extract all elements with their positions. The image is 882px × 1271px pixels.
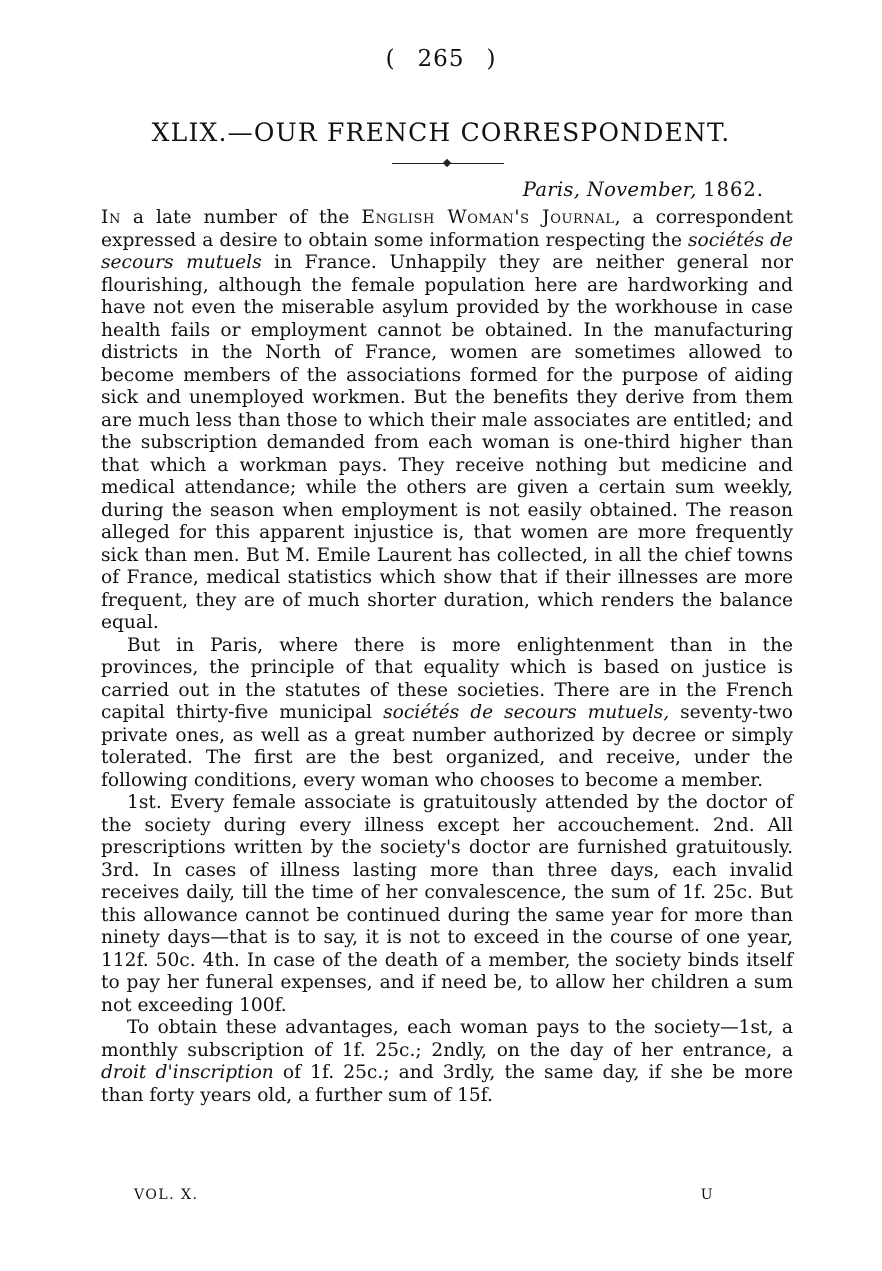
drop-cap-word: In <box>101 207 121 228</box>
p4-text-a: To obtain these advantages, each woman pays to the society—1st, a monthly subscription of 1f. 25c.; 2ndly, on the day of her entrance, a <box>101 1017 793 1061</box>
p2-text-a: But in Paris, where there is more enlightenment than in the provinces, the principle of that equality which is based on justice is carried out in the statutes of these societies. There are in the French capital thirty-five municipal <box>101 634 793 723</box>
p1-text-a: a late number of the <box>120 207 362 228</box>
dateline-year: 1862. <box>703 178 764 201</box>
dateline <box>523 178 764 201</box>
page-footer <box>134 1187 714 1203</box>
page-number-line <box>0 46 882 72</box>
signature-mark: U <box>700 1187 714 1203</box>
divider-diamond-icon <box>443 159 451 167</box>
volume-label: VOL. X. <box>134 1187 199 1203</box>
paragraph-1 <box>101 207 793 635</box>
paragraph-2 <box>101 635 793 793</box>
p4-french-term: droit d'inscription <box>101 1062 274 1083</box>
paragraph-4 <box>101 1017 793 1107</box>
p1-text-c: in France. Unhappily they are neither general nor flourishing, although the female population here are hardworking and have not even the miserable asylum provided by the workhouse in case health fails or employment cannot be obtained. In the manufacturing districts in the North of France, women are sometimes allowed to become members of the associations formed for the purpose of aiding sick and unemployed workmen. But the benefits they derive from them are much less than those to which their male associates are entitled; and the subscription demanded from each woman is one-third higher than that which a workman pays. They receive nothing but medicine and medical attendance; while the others are given a certain sum weekly, during the season when employment is not easily obtained. The reason alleged for this apparent injustice is, that women are more frequently sick than men. But M. Emile Laurent has collected, in all the chief towns of France, medical statistics which show that if their illnesses are more frequent, they are of much shorter duration, which renders the balance equal. <box>101 252 793 633</box>
page-number-close-paren: ) <box>486 46 497 72</box>
paragraph-3: 1st. Every female associate is gratuitously attended by the doctor of the society during every illness except her accouchement. 2nd. All prescriptions written by the society's doctor are furnished gratuitously. 3rd. In cases of illness lasting more than three days, each invalid receives daily, till the time of her convalescence, the sum of 1f. 25c. But this allowance cannot be continued during the same year for more than ninety days—that is to say, it is not to exceed in the course of one year, 112f. 50c. 4th. In case of the death of a member, the society binds itself to pay her funeral expenses, and if need be, to allow her children a sum not exceeding 100f. <box>101 792 793 1016</box>
p2-french-term: sociétés de secours mutuels, <box>383 702 670 723</box>
page-number-open-paren: ( <box>385 46 396 72</box>
p4-text-b: of 1f. 25c.; and 3rdly, the same day, if she be more than forty years old, a further sum of 15f. <box>101 1062 793 1106</box>
p1-text-b: , a correspondent expressed a desire to obtain some information respecting the <box>101 207 793 251</box>
p2-text-b: seventy-two private ones, as well as a great number authorized by decree or simply tolerated. The first are the best organized, and receive, under the following conditions, every woman who chooses to become a member. <box>101 702 794 791</box>
title-divider-ornament <box>392 160 504 168</box>
p1-french-term: sociétés de secours mutuels <box>101 229 793 273</box>
page-number: 265 <box>417 46 465 72</box>
dateline-place-month: Paris, November, <box>522 178 697 201</box>
journal-name: English Woman's Journal <box>361 207 615 228</box>
article-body <box>101 207 793 1107</box>
chapter-title: XLIX.—OUR FRENCH CORRESPONDENT. <box>151 118 731 147</box>
